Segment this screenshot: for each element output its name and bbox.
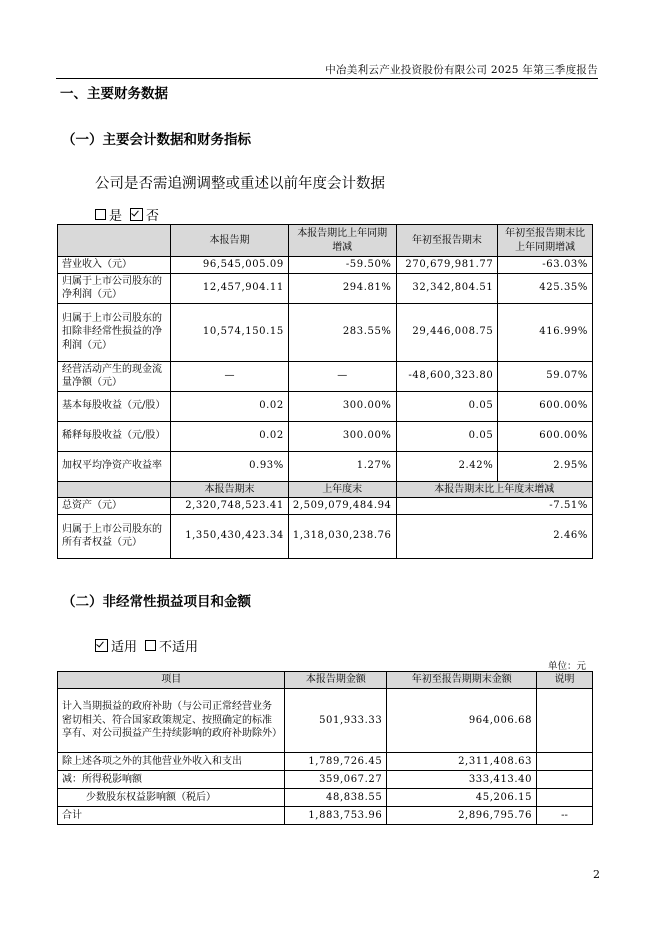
table-cell: 600.00% (498, 391, 593, 421)
non-recurring-table (57, 671, 593, 825)
row-label: 合计 (58, 807, 285, 825)
section-title-main-financial-data: 一、主要财务数据 (60, 86, 168, 102)
section-title-non-recurring: （二）非经常性损益项目和金额 (62, 594, 251, 610)
table-row (58, 303, 593, 361)
table-row (58, 753, 593, 771)
table-cell: 300.00% (288, 421, 396, 451)
row-label: 加权平均净资产收益率 (58, 451, 171, 481)
table-cell: 333,413.40 (387, 771, 537, 789)
table-cell: 32,342,804.51 (396, 273, 498, 303)
checkbox-not-applicable[interactable] (145, 640, 156, 651)
table-cell: 964,006.68 (387, 689, 537, 753)
table-cell: 0.02 (171, 421, 289, 451)
table-cell: 359,067.27 (285, 771, 387, 789)
table-cell (537, 753, 593, 771)
row-label: 总资产（元） (58, 498, 171, 515)
table-cell: 425.35% (498, 273, 593, 303)
table-cell: 300.00% (288, 391, 396, 421)
option-yes-label: 是 (109, 209, 123, 224)
row-label: 少数股东权益影响额（税后） (58, 789, 285, 807)
table-header-cell: 年初至报告期末比上年同期增减 (498, 225, 593, 257)
table-cell: 12,457,904.11 (171, 273, 289, 303)
table-cell: 2.46% (396, 514, 592, 558)
table-header-cell: 本报告期末比上年度末增减 (396, 481, 592, 498)
table-cell: 1,789,726.45 (285, 753, 387, 771)
applicability-options (95, 636, 198, 655)
table-row (58, 498, 593, 515)
restatement-question: 公司是否需追溯调整或重述以前年度会计数据 (95, 176, 385, 192)
table-row (58, 771, 593, 789)
table-row (58, 257, 593, 274)
table-header-cell: 说明 (537, 672, 593, 689)
table-header-cell (58, 481, 171, 498)
table-cell: 0.02 (171, 391, 289, 421)
table-header-cell: 年初至报告期末 (396, 225, 498, 257)
key-financial-table (57, 224, 593, 559)
table-row (58, 789, 593, 807)
table-header-cell: 本报告期比上年同期增减 (288, 225, 396, 257)
unit-label: 单位：元 (548, 661, 587, 672)
table-header-cell: 项目 (58, 672, 285, 689)
row-label: 归属于上市公司股东的扣除非经常性损益的净利润（元） (58, 303, 171, 361)
row-label: 稀释每股收益（元/股） (58, 421, 171, 451)
table-cell (537, 789, 593, 807)
table-cell: 1,350,430,423.34 (171, 514, 289, 558)
table-cell: 1,883,753.96 (285, 807, 387, 825)
table-row (58, 689, 593, 753)
restatement-options (95, 205, 159, 224)
table-cell: 2,320,748,523.41 (171, 498, 289, 515)
table-cell: -48,600,323.80 (396, 361, 498, 391)
table-cell: — (171, 361, 289, 391)
table-cell (537, 689, 593, 753)
table-cell: 2.42% (396, 451, 498, 481)
table-cell: 59.07% (498, 361, 593, 391)
table-cell: 45,206.15 (387, 789, 537, 807)
table-cell: 283.55% (288, 303, 396, 361)
table-cell: 600.00% (498, 421, 593, 451)
table-cell: 501,933.33 (285, 689, 387, 753)
table-cell: 2,311,408.63 (387, 753, 537, 771)
table-row (58, 391, 593, 421)
running-header: 中冶美利云产业投资股份有限公司 2025 年第三季度报告 (325, 64, 598, 76)
row-label: 营业收入（元） (58, 257, 171, 274)
checkbox-no-checked[interactable] (130, 208, 143, 221)
table-row (58, 421, 593, 451)
table-cell: 0.05 (396, 391, 498, 421)
table-cell: 416.99% (498, 303, 593, 361)
table-row (58, 514, 593, 558)
checkbox-yes[interactable] (95, 209, 106, 220)
table-header-cell: 本报告期 (171, 225, 289, 257)
table-header-cell (58, 225, 171, 257)
row-label: 除上述各项之外的其他营业外收入和支出 (58, 753, 285, 771)
table-cell (537, 771, 593, 789)
table-row (58, 807, 593, 825)
table-cell: 1.27% (288, 451, 396, 481)
table-header-cell: 年初至报告期期末金额 (387, 672, 537, 689)
table-cell: -59.50% (288, 257, 396, 274)
table-cell: 96,545,005.09 (171, 257, 289, 274)
table-row (58, 361, 593, 391)
table-header-cell: 本报告期末 (171, 481, 289, 498)
table-cell: -- (537, 807, 593, 825)
table-cell: 294.81% (288, 273, 396, 303)
row-label: 归属于上市公司股东的所有者权益（元） (58, 514, 171, 558)
row-label: 计入当期损益的政府补助（与公司正常经营业务密切相关、符合国家政策规定、按照确定的标准享有、对公司损益产生持续影响的政府补助除外） (58, 689, 285, 753)
row-label: 经营活动产生的现金流量净额（元） (58, 361, 171, 391)
table-header-cell: 本报告期金额 (285, 672, 387, 689)
table-cell: 2,896,795.76 (387, 807, 537, 825)
table-cell: 2,509,079,484.94 (288, 498, 396, 515)
table-cell: -63.03% (498, 257, 593, 274)
table-cell: 48,838.55 (285, 789, 387, 807)
table-header-cell: 上年度末 (288, 481, 396, 498)
table-cell: 29,446,008.75 (396, 303, 498, 361)
table-cell: -7.51% (396, 498, 592, 515)
table-cell: 1,318,030,238.76 (288, 514, 396, 558)
option-no-label: 否 (146, 209, 160, 224)
table-cell: 0.05 (396, 421, 498, 451)
header-divider (56, 78, 598, 79)
table-cell: — (288, 361, 396, 391)
option-not-applicable-label: 不适用 (159, 640, 199, 655)
row-label: 基本每股收益（元/股） (58, 391, 171, 421)
row-label: 归属于上市公司股东的净利润（元） (58, 273, 171, 303)
table-cell: 2.95% (498, 451, 593, 481)
table-cell: 10,574,150.15 (171, 303, 289, 361)
page-number: 2 (593, 868, 600, 881)
table-cell: 0.93% (171, 451, 289, 481)
section-title-accounting-data: （一）主要会计数据和财务指标 (62, 132, 251, 148)
row-label: 减：所得税影响额 (58, 771, 285, 789)
table-cell: 270,679,981.77 (396, 257, 498, 274)
checkbox-applicable-checked[interactable] (95, 639, 108, 652)
table-row (58, 451, 593, 481)
table-row (58, 273, 593, 303)
option-applicable-label: 适用 (111, 640, 138, 655)
